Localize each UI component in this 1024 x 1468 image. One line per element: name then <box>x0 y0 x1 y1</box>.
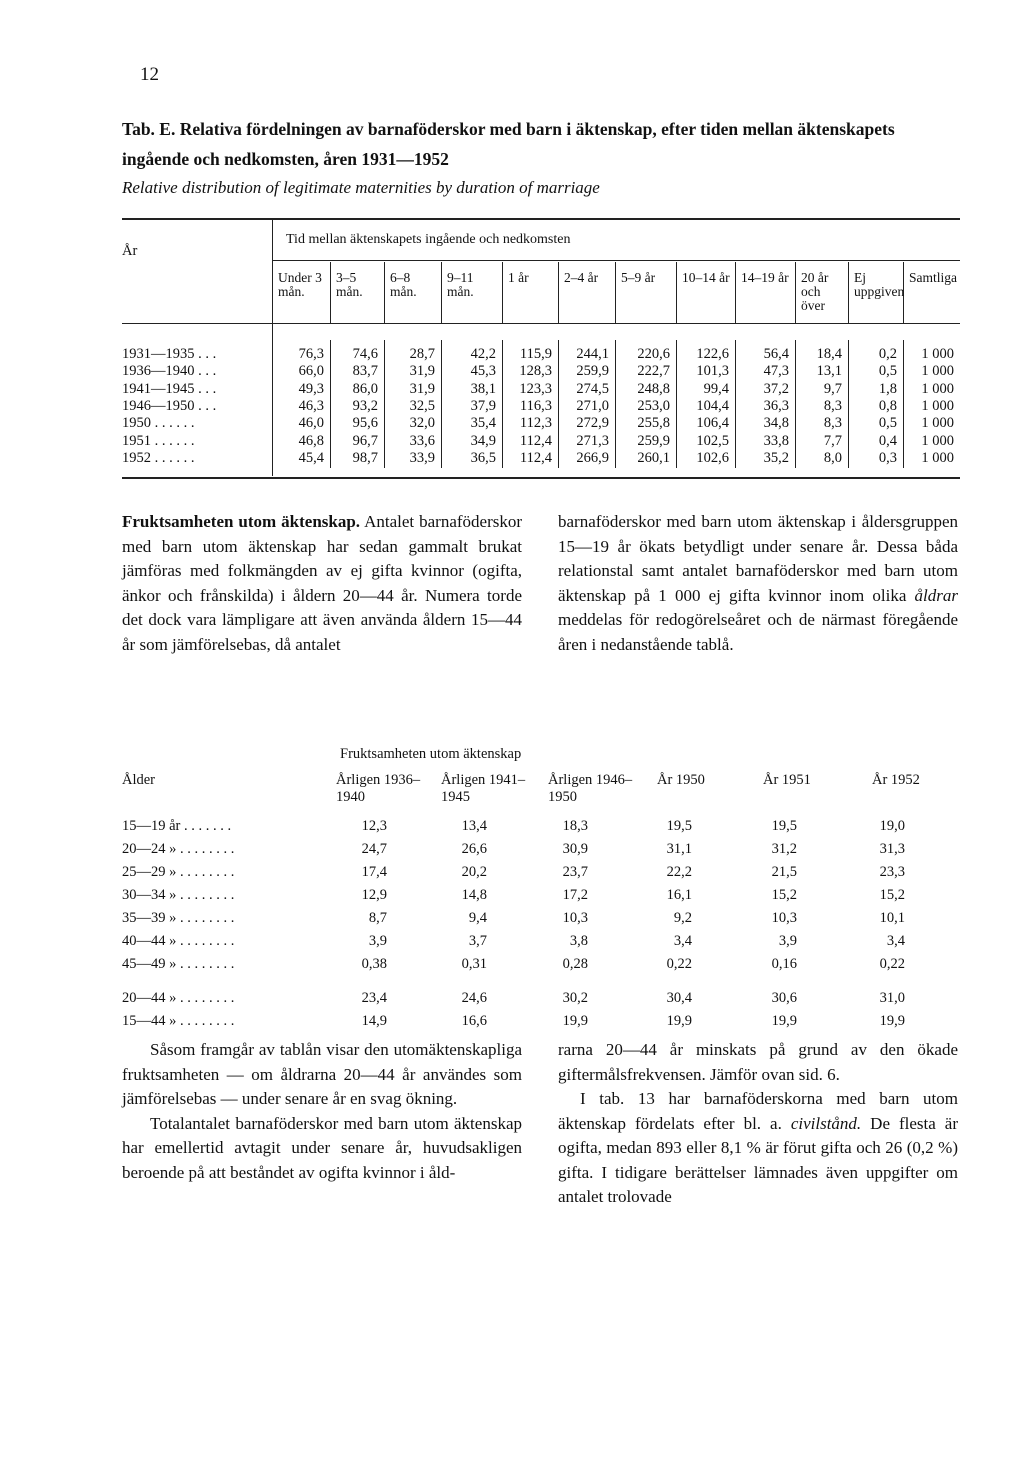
table-cell: 23,4 <box>361 990 387 1006</box>
table-cell: 260,1 <box>637 449 670 466</box>
table-cell: 16,1 <box>666 887 692 903</box>
table-cell: 0,5 <box>878 415 897 432</box>
table-cell: 0,31 <box>461 956 487 972</box>
italic-word: civilstånd. <box>790 1113 862 1133</box>
table-cell: 33,9 <box>409 449 435 466</box>
table-cell: 19,5 <box>666 818 692 834</box>
table-cell: 112,3 <box>519 415 552 432</box>
table-cell: 3,4 <box>886 933 905 949</box>
row-age: 30—34 » . . . . . . . . <box>122 887 235 903</box>
table-cell: 13,1 <box>816 363 842 380</box>
table-cell: 259,9 <box>637 432 670 449</box>
column-header: 20 år och över <box>801 270 829 313</box>
table-cell: 95,6 <box>352 415 378 432</box>
table-cell: 248,8 <box>637 380 670 397</box>
table-cell: 46,0 <box>298 415 324 432</box>
column-divider <box>384 262 385 323</box>
column-header: 1 år <box>508 270 529 285</box>
table-cell: 35,2 <box>763 449 789 466</box>
paragraph-start: I tab. 13 har barnaföderskorna med barn utom äktenskap fördelats efter bl. a. <box>558 1089 958 1133</box>
group-header: Tid mellan äktenskapets ingående och nedkomsten <box>286 232 571 247</box>
text-fruktsamheten-left <box>122 510 522 657</box>
table-cell: 102,6 <box>696 449 729 466</box>
column-divider <box>676 262 677 323</box>
table-cell: 49,3 <box>298 380 324 397</box>
table-cell: 35,4 <box>470 415 496 432</box>
group-header-rule <box>272 260 960 261</box>
table-cell: 37,9 <box>470 397 496 414</box>
column-header: Årligen 1946–1950 <box>548 772 633 805</box>
year-header: År <box>122 243 138 259</box>
table-cell: 3,9 <box>778 933 797 949</box>
table-cell: 74,6 <box>352 346 378 362</box>
column-header: 10–14 år <box>682 270 730 285</box>
table-cell: 0,38 <box>361 956 387 972</box>
table-cell: 0,22 <box>666 956 692 972</box>
row-year: 1946—1950 . . . <box>122 397 217 414</box>
table-cell: 86,0 <box>352 380 378 397</box>
column-divider <box>795 262 796 323</box>
table-cell: 17,2 <box>562 887 588 903</box>
row-year: 1931—1935 . . . <box>122 346 217 362</box>
table-cell: 259,9 <box>576 363 609 380</box>
column-header: Årligen 1936–1940 <box>336 772 421 805</box>
section-heading: Fruktsamheten utom äktenskap. <box>122 512 361 531</box>
table-cell: 46,3 <box>298 397 324 414</box>
table-cell: 33,6 <box>409 432 435 449</box>
row-age: 45—49 » . . . . . . . . <box>122 956 235 972</box>
row-age: 15—19 år . . . . . . . <box>122 818 232 834</box>
group-header: Fruktsamheten utom äktenskap <box>340 746 522 762</box>
table-cell: 9,7 <box>823 380 842 397</box>
table-cell: 1 000 <box>921 380 954 397</box>
table-cell: 31,9 <box>409 380 435 397</box>
column-divider <box>848 262 849 323</box>
table-cell: 3,4 <box>673 933 692 949</box>
table-cell: 38,1 <box>470 380 496 397</box>
table-cell: 15,2 <box>771 887 797 903</box>
row-year: 1950 . . . . . . <box>122 415 195 432</box>
table-cell: 1 000 <box>921 363 954 380</box>
column-header: 9–11 mån. <box>447 270 474 299</box>
table-cell: 19,9 <box>771 1013 797 1029</box>
table-cell: 10,3 <box>562 910 588 926</box>
column-divider <box>502 262 503 323</box>
table-cell: 3,8 <box>569 933 588 949</box>
table-cell: 271,0 <box>576 397 609 414</box>
paragraph: Såsom framgår av tablån visar den utomäktenskapliga fruktsamheten — om åldrarna 20—44 år användes som jämförelsebas — under senare år en svag ökning. <box>122 1040 522 1108</box>
table-cell: 10,1 <box>879 910 905 926</box>
column-header: 5–9 år <box>621 270 656 285</box>
table-cell: 31,0 <box>879 990 905 1006</box>
paragraph-end: De flesta är ogifta, medan 893 eller 8,1 % är förut gifta och 26 (0,2 %) gifta. I tidigare berättelser lämnades även uppgifter om antalet trolovade <box>558 1113 959 1206</box>
paragraph: rarna 20—44 år minskats på grund av den ökade giftermålsfrekvensen. Jämför ovan sid. 6. <box>558 1040 958 1084</box>
table-cell: 122,6 <box>696 346 729 362</box>
paragraph: Totalantalet barnaföderskor med barn utom äktenskap har emellertid avtagit under senare år, huvudsakligen beroende på att beståndet av ogifta kvinnor i åld- <box>122 1113 522 1182</box>
table-cell: 244,1 <box>576 346 609 362</box>
table-cell: 31,3 <box>879 841 905 857</box>
table-cell: 10,3 <box>771 910 797 926</box>
text-fruktsamheten-right <box>558 510 958 657</box>
table-cell: 220,6 <box>637 346 670 362</box>
column-header: År 1952 <box>872 772 920 788</box>
table-cell: 18,4 <box>816 346 842 362</box>
table-cell: 3,9 <box>368 933 387 949</box>
table-cell: 32,0 <box>409 415 435 432</box>
table-cell: 9,4 <box>468 910 487 926</box>
table-cell: 30,4 <box>666 990 692 1006</box>
table-cell: 18,3 <box>562 818 588 834</box>
table-cell: 106,4 <box>696 415 729 432</box>
column-header: Årligen 1941–1945 <box>441 772 526 805</box>
paragraph-body: Antalet barnaföderskor med barn utom äktenskap har sedan gammalt brukat jämföras med folkmängden av ej gifta kvinnor (ogifta, änkor och frånskilda) i åldern 20—44 år. Numera torde det dock vara lämpligare att även använda åldern 15—44 år som jämförelsebas, då antalet <box>122 512 523 654</box>
table-cell: 0,4 <box>878 432 897 449</box>
paragraph-end: meddelas för redogörelseåret och de närmast föregående åren i nedanstående tablå. <box>558 610 958 654</box>
table-cell: 45,3 <box>470 363 496 380</box>
table-cell: 47,3 <box>763 363 789 380</box>
table-cell: 37,2 <box>763 380 789 397</box>
table-cell: 115,9 <box>519 346 552 362</box>
row-year: 1952 . . . . . . <box>122 449 195 466</box>
table-cell: 23,7 <box>562 864 588 880</box>
table-cell: 14,8 <box>461 887 487 903</box>
table-cell: 30,6 <box>771 990 797 1006</box>
column-header: 14–19 år <box>741 270 789 285</box>
table-cell: 112,4 <box>519 449 552 466</box>
row-age: 40—44 » . . . . . . . . <box>122 933 235 949</box>
table-cell: 19,0 <box>879 818 905 834</box>
table-cell: 8,3 <box>823 415 842 432</box>
table-cell: 36,3 <box>763 397 789 414</box>
table-cell: 0,8 <box>878 397 897 414</box>
table-cell: 99,4 <box>703 380 729 397</box>
table-cell: 112,4 <box>519 432 552 449</box>
table-cell: 0,22 <box>879 956 905 972</box>
row-year: 1936—1940 . . . <box>122 363 217 380</box>
table-cell: 96,7 <box>352 432 378 449</box>
table-bottom-rule <box>122 477 960 479</box>
column-divider <box>735 262 736 323</box>
table-cell: 101,3 <box>696 363 729 380</box>
column-divider <box>330 262 331 323</box>
table-cell: 8,0 <box>823 449 842 466</box>
table-cell: 222,7 <box>637 363 670 380</box>
table-cell: 42,2 <box>470 346 496 362</box>
table-cell: 3,7 <box>468 933 487 949</box>
table-cell: 31,9 <box>409 363 435 380</box>
table-cell: 20,2 <box>461 864 487 880</box>
table-cell: 24,6 <box>461 990 487 1006</box>
row-age: 25—29 » . . . . . . . . <box>122 864 235 880</box>
table-cell: 15,2 <box>879 887 905 903</box>
table-cell: 271,3 <box>576 432 609 449</box>
table-cell: 12,9 <box>361 887 387 903</box>
table-cell: 31,1 <box>666 841 692 857</box>
column-header: Ej uppgiven <box>854 270 905 299</box>
paragraph-body: barnaföderskor med barn utom äktenskap i åldersgruppen 15—19 år ökats betydligt under senare år. Dessa båda relationstal samt antalet barnaföderskor med barn utom äktenskap på 1 000 ej gifta kvinnor inom olika <box>558 512 958 605</box>
table-cell: 13,4 <box>461 818 487 834</box>
row-age: 20—24 » . . . . . . . . <box>122 841 235 857</box>
table-cell: 1 000 <box>921 397 954 414</box>
table-cell: 17,4 <box>361 864 387 880</box>
table-cell: 1 000 <box>921 449 954 466</box>
table-subtitle: Relative distribution of legitimate maternities by duration of marriage <box>122 178 600 197</box>
table-cell: 66,0 <box>298 363 324 380</box>
column-header: 6–8 mån. <box>390 270 417 299</box>
row-age: 35—39 » . . . . . . . . <box>122 910 235 926</box>
table-cell: 98,7 <box>352 449 378 466</box>
table-cell: 30,9 <box>562 841 588 857</box>
table-cell: 24,7 <box>361 841 387 857</box>
table-cell: 21,5 <box>771 864 797 880</box>
column-header: 3–5 mån. <box>336 270 363 299</box>
table-cell: 28,7 <box>409 346 435 362</box>
table-cell: 102,5 <box>696 432 729 449</box>
table-cell: 253,0 <box>637 397 670 414</box>
table-cell: 8,7 <box>368 910 387 926</box>
column-header: Under 3 mån. <box>278 270 322 299</box>
table-cell: 83,7 <box>352 363 378 380</box>
table-title: Tab. E. Relativa fördelningen av barnaföderskor med barn i äktenskap, efter tiden mellan äktenskapets ingående och nedkomsten, åren 1931—1952 <box>122 119 895 169</box>
table-cell: 255,8 <box>637 415 670 432</box>
table-cell: 22,2 <box>666 864 692 880</box>
table-cell: 32,5 <box>409 397 435 414</box>
row-age: 15—44 » . . . . . . . . <box>122 1013 235 1029</box>
table-cell: 26,6 <box>461 841 487 857</box>
table-cell: 128,3 <box>519 363 552 380</box>
column-divider <box>558 262 559 323</box>
row-year: 1951 . . . . . . <box>122 432 195 449</box>
table-cell: 1 000 <box>921 432 954 449</box>
table-cell: 19,5 <box>771 818 797 834</box>
table-cell: 104,4 <box>696 397 729 414</box>
column-divider <box>615 262 616 323</box>
table-cell: 0,2 <box>878 346 897 362</box>
table-cell: 272,9 <box>576 415 609 432</box>
table-cell: 56,4 <box>763 346 789 362</box>
table-cell: 123,3 <box>519 380 552 397</box>
text-bottom-right <box>558 1038 958 1210</box>
table-cell: 76,3 <box>298 346 324 362</box>
table-cell: 19,9 <box>562 1013 588 1029</box>
table-cell: 30,2 <box>562 990 588 1006</box>
table-cell: 1 000 <box>921 415 954 432</box>
table-cell: 116,3 <box>519 397 552 414</box>
table-cell: 1,8 <box>878 380 897 397</box>
table-cell: 33,8 <box>763 432 789 449</box>
age-header: Ålder <box>122 772 156 788</box>
page-number: 12 <box>140 64 159 85</box>
row-year: 1941—1945 . . . <box>122 380 217 397</box>
column-divider <box>441 262 442 323</box>
paragraph <box>558 1087 958 1210</box>
table-cell: 8,3 <box>823 397 842 414</box>
table-cell: 93,2 <box>352 397 378 414</box>
table-cell: 12,3 <box>361 818 387 834</box>
table-cell: 19,9 <box>666 1013 692 1029</box>
table-cell: 7,7 <box>823 432 842 449</box>
italic-word: åldrar <box>914 585 958 605</box>
table-cell: 0,3 <box>878 449 897 466</box>
table-cell: 14,9 <box>361 1013 387 1029</box>
table-top-rule <box>122 218 960 220</box>
column-header: 2–4 år <box>564 270 599 285</box>
table-cell: 274,5 <box>576 380 609 397</box>
row-age: 20—44 » . . . . . . . . <box>122 990 235 1006</box>
header-bottom-rule <box>122 323 960 324</box>
table-cell: 1 000 <box>921 346 954 362</box>
table-cell: 45,4 <box>298 449 324 466</box>
table-cell: 36,5 <box>470 449 496 466</box>
table-cell: 46,8 <box>298 432 324 449</box>
table-cell: 23,3 <box>879 864 905 880</box>
table-cell: 0,5 <box>878 363 897 380</box>
column-header: Samtliga <box>909 270 957 285</box>
table-cell: 0,16 <box>771 956 797 972</box>
column-header: År 1951 <box>763 772 811 788</box>
table-cell: 34,8 <box>763 415 789 432</box>
text-bottom-left <box>122 1038 522 1185</box>
table-cell: 31,2 <box>771 841 797 857</box>
table-cell: 34,9 <box>470 432 496 449</box>
table-cell: 0,28 <box>562 956 588 972</box>
table-cell: 266,9 <box>576 449 609 466</box>
column-header: År 1950 <box>657 772 705 788</box>
table-cell: 19,9 <box>879 1013 905 1029</box>
table-cell: 9,2 <box>673 910 692 926</box>
table-cell: 16,6 <box>461 1013 487 1029</box>
